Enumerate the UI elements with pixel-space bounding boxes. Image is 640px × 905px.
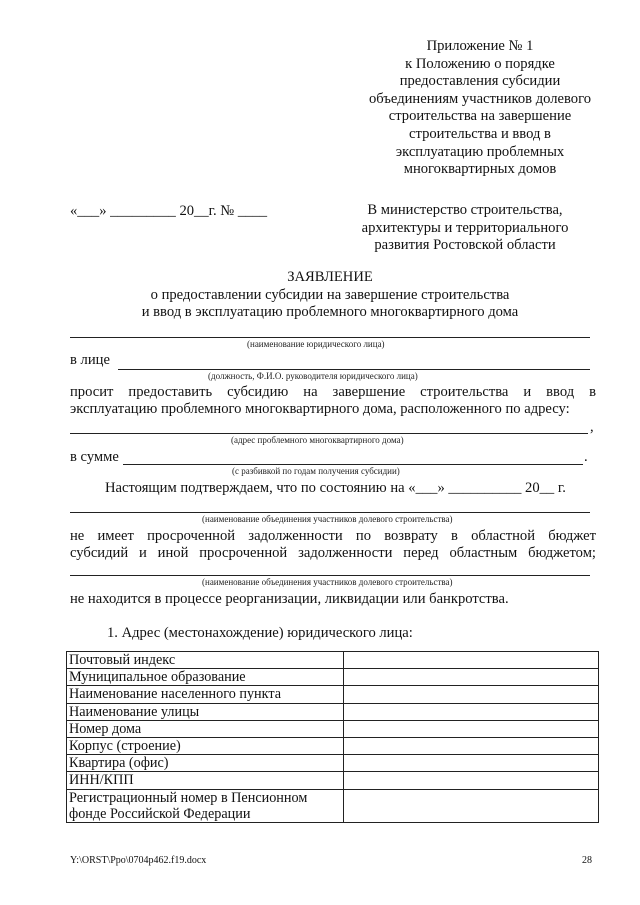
- row-value[interactable]: [344, 652, 599, 669]
- table-row: [67, 772, 599, 789]
- table-row: [67, 669, 599, 686]
- appendix-line: эксплуатацию проблемных: [395, 143, 565, 160]
- table-row: [67, 738, 599, 755]
- legal-name-field-line[interactable]: [70, 337, 590, 338]
- table-row: [67, 686, 599, 703]
- table-row: [67, 703, 599, 720]
- address-comma: ,: [590, 419, 594, 435]
- association-field-line-1[interactable]: [70, 512, 590, 513]
- row-value[interactable]: [344, 669, 599, 686]
- appendix-line: строительства и ввод в: [409, 125, 551, 142]
- request-line-2: эксплуатацию проблемного многоквартирного дома, расположенного по адресу:: [70, 401, 570, 417]
- footer-file-path: Y:\ORST\Ppo\0704p462.f19.docx: [70, 855, 207, 866]
- amount-field-line[interactable]: [123, 464, 583, 465]
- recipient-line: развития Ростовской области: [374, 237, 556, 253]
- document-title: [70, 269, 590, 322]
- row-value[interactable]: [344, 738, 599, 755]
- table-row: [67, 652, 599, 669]
- row-value[interactable]: [344, 789, 599, 822]
- row-value[interactable]: [344, 703, 599, 720]
- title-subtitle-1: о предоставлении субсидии на завершение строительства: [150, 286, 510, 303]
- row-label: Почтовый индекс: [67, 652, 344, 669]
- not-reorganization-text: не находится в процессе реорганизации, ликвидации или банкротства.: [70, 591, 509, 607]
- hint-association-2: (наименование объединения участников долевого строительства): [202, 577, 453, 587]
- row-label: Наименование улицы: [67, 703, 344, 720]
- address-table: [66, 651, 599, 823]
- row-label: Наименование населенного пункта: [67, 686, 344, 703]
- footer-page-number: 28: [582, 855, 592, 866]
- debt-line-1: не имеет просроченной задолженности по возврату в областной бюджет: [70, 528, 596, 544]
- request-line-1: просит предоставить субсидию на завершение строительства и ввод в: [70, 384, 596, 400]
- row-label: Регистрационный номер в Пенсионном фонде Российской Федерации: [67, 789, 344, 822]
- row-value[interactable]: [344, 772, 599, 789]
- amount-period: .: [584, 449, 588, 465]
- recipient-line: архитектуры и территориального: [361, 219, 569, 236]
- debt-line-2: субсидий и иной просроченной задолженности перед областным бюджетом;: [70, 545, 596, 561]
- hint-address: (адрес проблемного многоквартирного дома): [231, 435, 404, 445]
- appendix-line: к Положению о порядке: [405, 55, 555, 72]
- table-row: [67, 720, 599, 737]
- amount-label: в сумме: [70, 449, 119, 465]
- appendix-line: Приложение № 1: [426, 38, 534, 54]
- table-row: [67, 789, 599, 822]
- in-person-field-line[interactable]: [118, 369, 590, 370]
- confirm-text: Настоящим подтверждаем, что по состоянию на «___» __________ 20__ г.: [105, 480, 566, 496]
- date-number-line: «___» _________ 20__г. № ____: [70, 203, 268, 219]
- table-row: [67, 755, 599, 772]
- section1-heading: 1. Адрес (местонахождение) юридического лица:: [107, 625, 413, 641]
- row-label: Муниципальное образование: [67, 669, 344, 686]
- title-heading: ЗАЯВЛЕНИЕ: [287, 269, 373, 285]
- title-subtitle-2: и ввод в эксплуатацию проблемного многоквартирного дома: [141, 304, 519, 320]
- appendix-line: предоставления субсидии: [399, 73, 561, 90]
- address-field-line[interactable]: [70, 433, 588, 434]
- row-label: Корпус (строение): [67, 738, 344, 755]
- row-value[interactable]: [344, 720, 599, 737]
- hint-amount: (с разбивкой по годам получения субсидии): [232, 466, 400, 476]
- row-label: Номер дома: [67, 720, 344, 737]
- appendix-line: многоквартирных домов: [403, 161, 557, 178]
- association-field-line-2[interactable]: [70, 575, 590, 576]
- row-label: Квартира (офис): [67, 755, 344, 772]
- appendix-line: объединениям участников долевого: [369, 90, 591, 107]
- row-value[interactable]: [344, 755, 599, 772]
- hint-legal-name: (наименование юридического лица): [247, 339, 385, 349]
- recipient-block: [340, 202, 590, 255]
- appendix-block: [350, 38, 610, 179]
- appendix-line: строительства на завершение: [388, 108, 572, 125]
- in-person-label: в лице: [70, 352, 110, 368]
- hint-association-1: (наименование объединения участников долевого строительства): [202, 514, 453, 524]
- row-label: ИНН/КПП: [67, 772, 344, 789]
- hint-position: (должность, Ф.И.О. руководителя юридического лица): [208, 371, 418, 381]
- row-value[interactable]: [344, 686, 599, 703]
- recipient-line: В министерство строительства,: [367, 202, 563, 218]
